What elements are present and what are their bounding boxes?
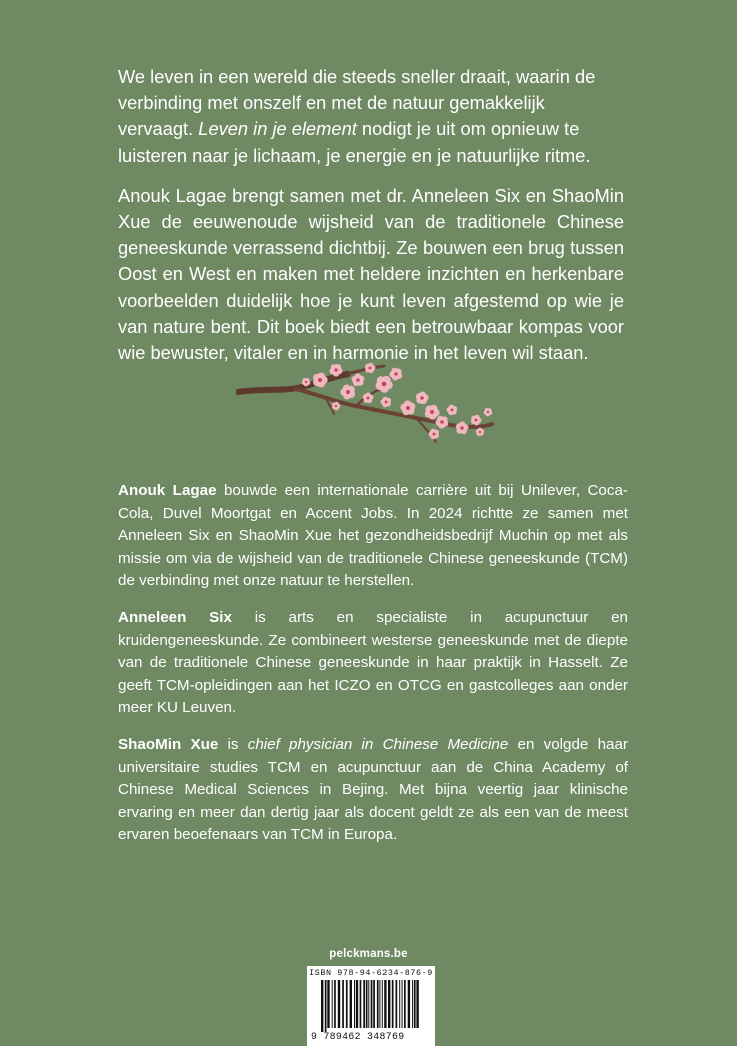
barcode-bar: [404, 980, 406, 1028]
author-bios: [118, 480, 628, 861]
blossom: [476, 428, 485, 436]
barcode-bar: [408, 980, 410, 1028]
barcode-bar: [363, 980, 365, 1028]
book-title: Leven in je element: [198, 118, 357, 140]
barcode-bar: [371, 980, 373, 1028]
bio-anouk-lagae: [118, 480, 628, 593]
barcode-bar: [373, 980, 375, 1028]
isbn-label: ISBN 978-94-6234-876-9: [309, 968, 433, 978]
barcode-bar: [346, 980, 348, 1028]
bio-text: bouwde een internationale carrière uit bij Unilever, Coca-Cola, Duvel Moortgat en Accent Jobs. In 2024 richtte ze samen met Anneleen Six en ShaoMin Xue het gezondheidsbedrijf Muchin op met als missie om via de wijsheid van de traditionele Chinese geneeskunde (TCM) de verbinding met onze natuur te herstellen.: [118, 482, 628, 590]
barcode-bar: [384, 980, 386, 1028]
intro-text-end: nodigt je uit om opnieuw te luisteren naar je lichaam, je energie en je natuurlijke ritme.: [118, 118, 591, 166]
publisher-website: pelckmans.be: [329, 948, 408, 960]
blossom: [313, 372, 328, 387]
barcode-bar: [368, 980, 369, 1028]
barcode-bar: [325, 980, 327, 1032]
barcode-bar: [366, 980, 368, 1028]
blossom: [400, 400, 415, 415]
blossom: [447, 405, 458, 416]
barcode-bar: [396, 980, 398, 1028]
blossom: [365, 363, 376, 374]
barcode-bar: [416, 980, 418, 1028]
intro-section: [118, 64, 624, 380]
barcode-bar: [354, 980, 355, 1028]
blossom: [435, 416, 448, 429]
barcode-bar: [342, 980, 344, 1028]
barcode-bar: [360, 980, 362, 1028]
blossom: [352, 373, 365, 386]
bio-text-end: en volgde haar universitaire studies TCM en acupunctuur aan de China Academy of Chinese Medical Sciences in Bejing. Met bijna veertig jaar klinische ervaring en meer dan dertig jaar als docent geldt ze als een van de meest ervaren beoefenaars van TCM in Europa.: [118, 735, 628, 844]
blossom: [381, 397, 392, 408]
blossom: [484, 408, 493, 416]
barcode-bar: [338, 980, 340, 1028]
barcode-bars: [321, 980, 421, 1032]
bio-text: is arts en specialiste in acupunctuur en kruidengeneeskunde. Ze combineert westerse geneeskunde met de diepte van de traditionele Chinese geneeskunde in haar praktijk in Hasselt. Ze geeft TCM-opleidingen aan het ICZO en OTCG en gastcolleges aan onder meer KU Leuven.: [118, 608, 628, 717]
isbn-barcode: [307, 966, 435, 1046]
blossom: [389, 368, 402, 381]
barcode-bar: [356, 980, 358, 1028]
bio-anneleen-six: [118, 607, 628, 720]
ean-digits: 9 789462 348769: [311, 1031, 405, 1042]
barcode-bar: [392, 980, 394, 1028]
barcode-bar: [377, 980, 379, 1028]
intro-text-start: We leven in een wereld die steeds sneller draait, waarin de verbinding met onszelf en met de natuur gemakkelijk vervaagt.: [118, 66, 596, 140]
bio-name: Anneleen Six: [118, 608, 232, 626]
bio-text: is: [218, 735, 248, 753]
barcode-bar: [327, 980, 329, 1028]
blossom: [456, 421, 469, 434]
blossom: [340, 385, 355, 400]
barcode-bar: [382, 980, 383, 1028]
barcode-bar: [379, 980, 380, 1028]
blossom: [471, 415, 482, 426]
barcode-bar: [334, 980, 336, 1028]
bio-name: Anouk Lagae: [118, 482, 217, 499]
barcode-bar: [414, 980, 416, 1028]
bio-shaomin-xue: [118, 734, 628, 847]
bio-name: ShaoMin Xue: [118, 735, 219, 753]
barcode-bar: [350, 980, 352, 1028]
blossom: [416, 391, 429, 404]
barcode-bar: [412, 980, 413, 1028]
barcode-bar: [388, 980, 390, 1028]
bio-title-italic: chief physician in Chinese Medicine: [247, 735, 509, 753]
barcode-bar: [399, 980, 400, 1028]
barcode-bar: [332, 980, 333, 1028]
barcode-bar: [402, 980, 403, 1028]
intro-paragraph-1: [118, 64, 624, 169]
blossom: [425, 405, 440, 420]
blossom: [429, 429, 440, 440]
barcode-bar: [321, 980, 323, 1032]
intro-paragraph-2: Anouk Lagae brengt samen met dr. Anneleen Six en ShaoMin Xue de eeuwenoude wijsheid van de traditionele Chinese geneeskunde verrassend dichtbij. Ze bouwen een brug tussen Oost en West en maken met heldere inzichten en herkenbare voorbeelden duidelijk hoe je kunt leven afgestemd op wie je van nature bent. Dit boek biedt een betrouwbaar kompas voor wie bewuster, vitaler en in harmonie in het leven wil staan.: [118, 184, 624, 364]
cherry-blossom-branch-icon: [236, 362, 496, 448]
